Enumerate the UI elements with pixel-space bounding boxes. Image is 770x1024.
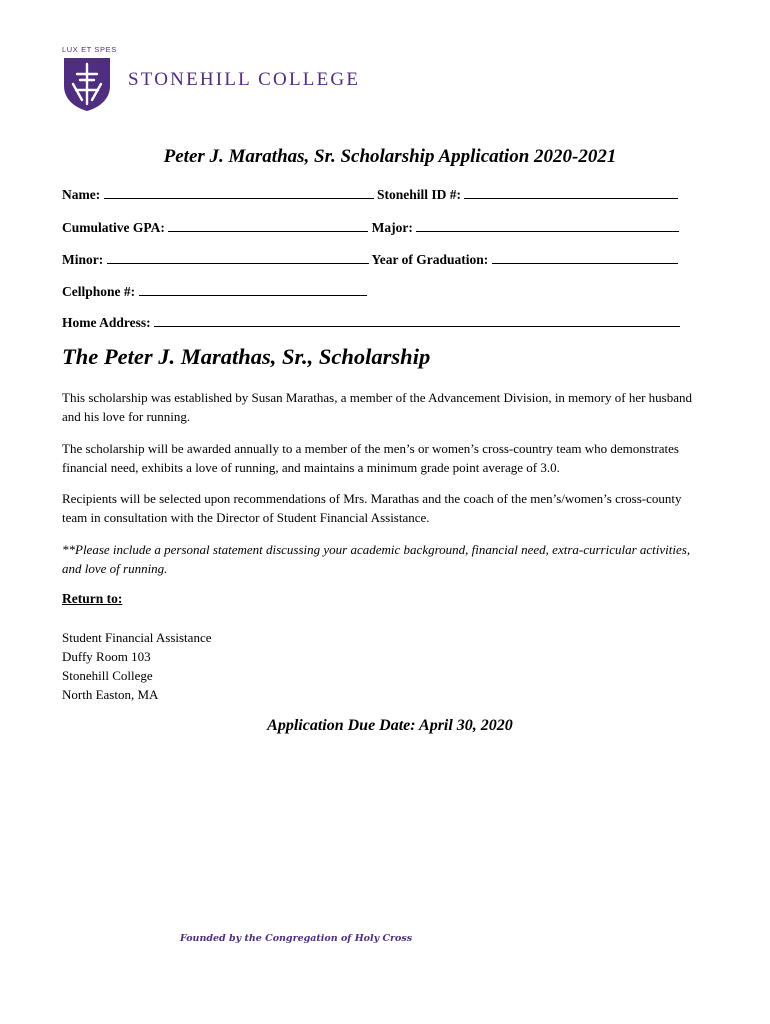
graduation-year-label: Year of Graduation: [371,252,489,267]
row-gpa-major [62,219,679,236]
section-heading: The Peter J. Marathas, Sr., Scholarship [62,344,431,369]
row-home-address [62,314,680,331]
personal-statement-note: **Please include a personal statement discussing your academic background, financial need, extra-curricular activities, and love of running. [62,542,691,576]
paragraph-recipients: Recipients will be selected upon recommendations of Mrs. Marathas and the coach of the men’s/women’s cross-county team in consultation with the Director of Student Financial Assistance. [62,491,682,525]
address-line: Duffy Room 103 [62,649,151,664]
graduation-year-field[interactable] [492,251,678,264]
footer-founded-note: Founded by the Congregation of Holy Cross [180,933,413,944]
cellphone-field[interactable] [139,283,367,296]
home-address-label: Home Address: [62,315,151,330]
minor-label: Minor: [62,252,104,267]
cellphone-label: Cellphone #: [62,284,136,299]
home-address-field[interactable] [154,314,680,327]
stonehill-id-field[interactable] [464,186,678,199]
name-label: Name: [62,187,101,202]
gpa-field[interactable] [168,219,368,232]
row-cellphone [62,283,367,300]
paragraph-awarded: The scholarship will be awarded annually to a member of the men’s or women’s cross-country team who demonstrates financial need, exhibits a love of running, and maintains a minimum grade point average of 3.0. [62,441,679,475]
row-name-id [62,186,678,203]
return-address [62,628,211,704]
address-line: Stonehill College [62,668,153,683]
major-label: Major: [371,220,413,235]
row-minor-grad [62,251,678,268]
shield-cross-icon [62,56,112,112]
stonehill-id-label: Stonehill ID #: [376,187,461,202]
college-motto: LUX ET SPES [62,45,117,54]
gpa-label: Cumulative GPA: [62,220,165,235]
address-line: Student Financial Assistance [62,630,212,645]
paragraph-established: This scholarship was established by Susan Marathas, a member of the Advancement Division, in memory of her husband and his love for running. [62,390,693,424]
name-field[interactable] [104,186,374,199]
college-name: STONEHILL COLLEGE [128,69,361,90]
form-title: Peter J. Marathas, Sr. Scholarship Application 2020-2021 [163,146,617,167]
major-field[interactable] [416,219,679,232]
minor-field[interactable] [107,251,369,264]
return-to-label: Return to: [62,591,123,606]
due-date: Application Due Date: April 30, 2020 [267,717,513,734]
address-line: North Easton, MA [62,687,159,702]
